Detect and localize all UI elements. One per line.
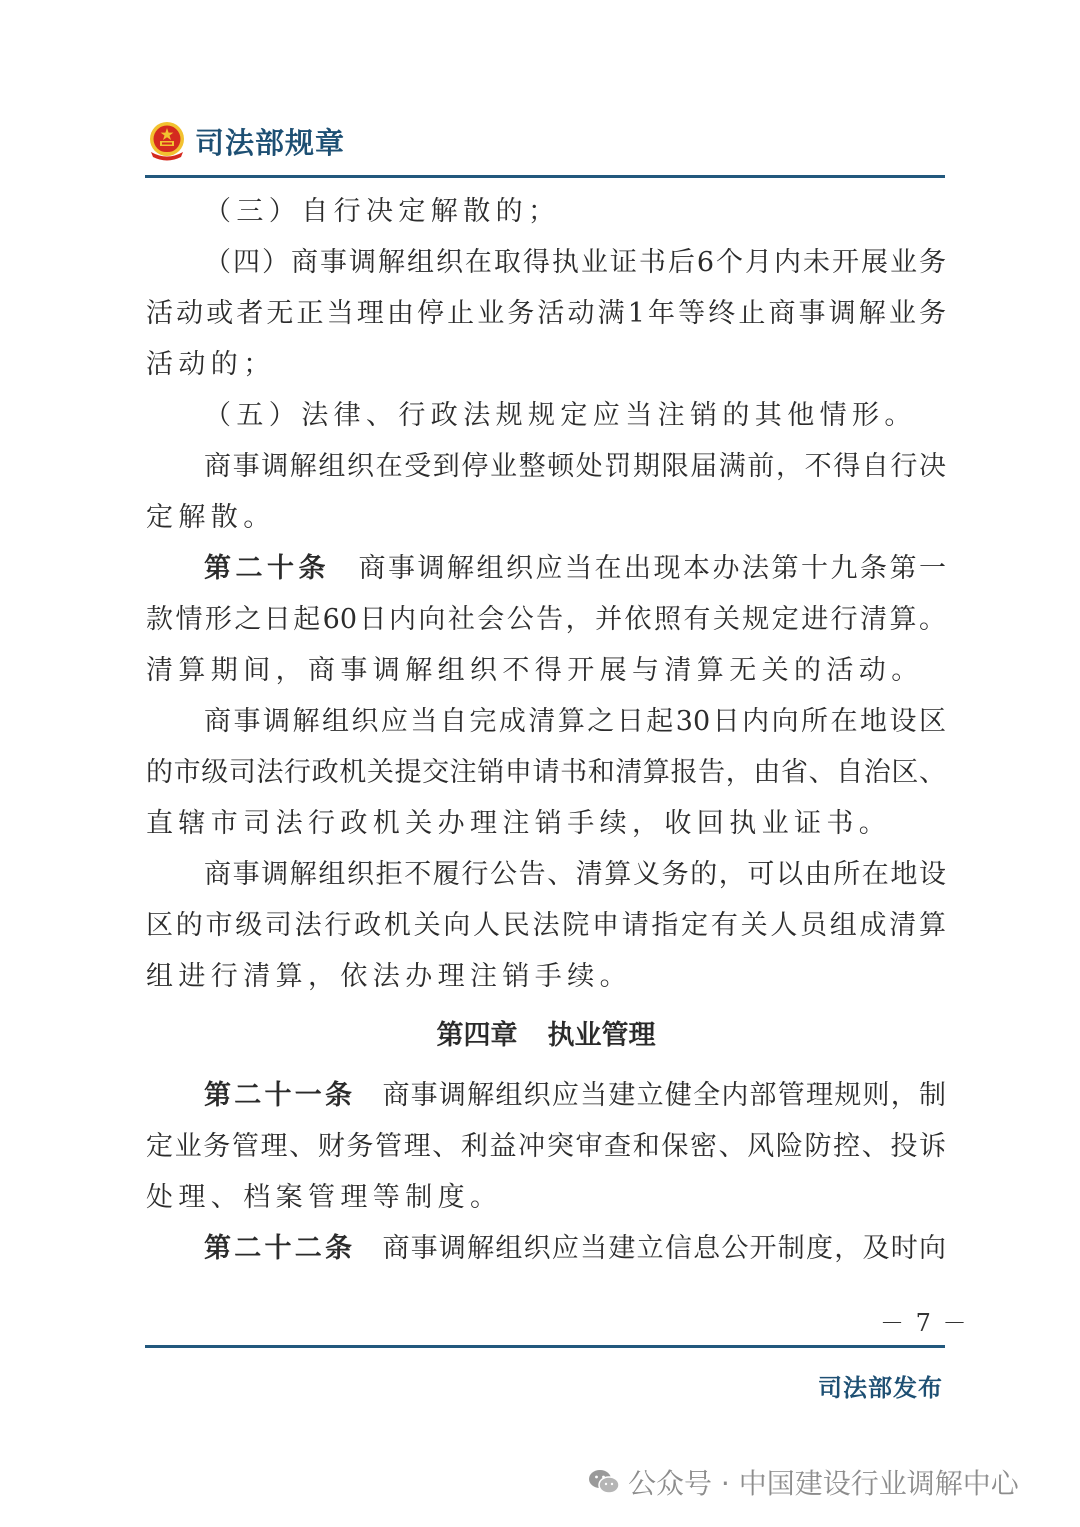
chapter-heading [146,1002,946,1070]
dissolution-paragraph-line-2: 定解散。 [146,502,276,533]
page-header [145,116,345,166]
document-body [146,186,946,1274]
header-divider [145,175,945,178]
chapter-title: 执业管理 [547,1020,656,1051]
wechat-icon [588,1467,620,1497]
article-20-line-2: 款情形之日起60日内向社会公告，并依照有关规定进行清算。 [146,604,946,635]
article-20-line-1 [146,543,946,594]
article-21-text: 商事调解组织应当建立健全内部管理规则，制 [381,1080,947,1111]
liquidation-paragraph-line-2: 的市级司法行政机关提交注销申请书和清算报告，由省、自治区、 [146,757,946,788]
refusal-paragraph-line-3: 组进行清算，依法办理注销手续。 [146,961,632,992]
refusal-paragraph-line-2: 区的市级司法行政机关向人民法院申请指定有关人员组成清算 [146,910,946,941]
page-number: － 7 － [880,1309,969,1337]
article-22-line-1 [146,1223,946,1274]
clause-4-line-1: （四）商事调解组织在取得执业证书后6个月内未开展业务 [204,247,946,278]
article-22-text: 商事调解组织应当建立信息公开制度，及时向 [381,1233,947,1264]
liquidation-paragraph-line-3: 直辖市司法行政机关办理注销手续，收回执业证书。 [146,808,892,839]
watermark-text: 公众号 · 中国建设行业调解中心 [628,1467,1019,1500]
liquidation-paragraph-line-1: 商事调解组织应当自完成清算之日起30日内向所在地设区 [204,706,946,737]
article-20-label: 第二十条 [204,553,330,584]
header-title: 司法部规章 [195,125,346,160]
article-21-line-2: 定业务管理、财务管理、利益冲突审查和保密、风险防控、投诉 [146,1131,946,1162]
footer-publisher: 司法部发布 [818,1374,943,1402]
wechat-watermark [588,1462,1019,1502]
article-21-line-3: 处理、档案管理等制度。 [146,1182,503,1213]
article-21-label: 第二十一条 [204,1080,356,1111]
article-20-line-3: 清算期间，商事调解组织不得开展与清算无关的活动。 [146,655,924,686]
national-emblem-icon [145,119,189,163]
clause-4-line-2: 活动或者无正当理由停止业务活动满1年等终止商事调解业务 [146,298,946,329]
article-20-text: 商事调解组织应当在出现本办法第十九条第一 [356,553,946,584]
clause-3-line-1: （三）自行决定解散的； [204,196,561,227]
refusal-paragraph-line-1: 商事调解组织拒不履行公告、清算义务的，可以由所在地设 [204,859,946,890]
clause-4-line-3: 活动的； [146,349,276,380]
clause-5-line-1: （五）法律、行政法规规定应当注销的其他情形。 [204,400,917,431]
article-21-line-1 [146,1070,946,1121]
article-22-label: 第二十二条 [204,1233,356,1264]
chapter-number: 第四章 [436,1020,518,1051]
dissolution-paragraph-line-1: 商事调解组织在受到停业整顿处罚期限届满前，不得自行决 [204,451,946,482]
footer-divider [145,1345,945,1348]
